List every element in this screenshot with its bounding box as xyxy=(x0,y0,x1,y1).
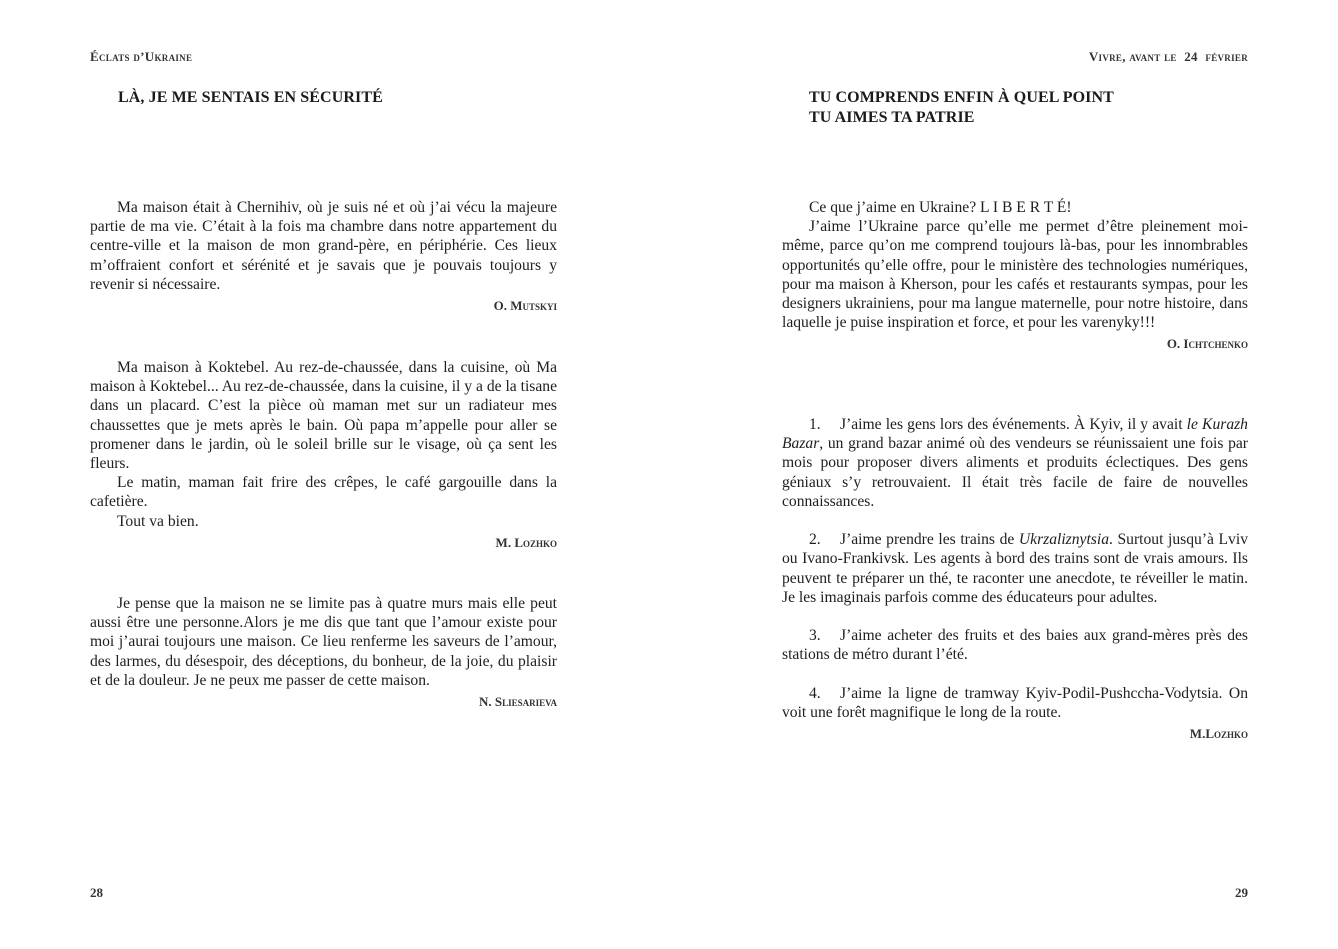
list-text: J’aime les gens lors des événements. À Kyiv, il y avait xyxy=(840,416,1187,433)
list-item xyxy=(782,530,1248,607)
author-signature: M.Lozhko xyxy=(1189,726,1248,742)
title-line-2: TU AIMES TA PATRIE xyxy=(809,108,975,126)
list-text: J’aime la ligne de tramway Kyiv-Podil-Pushccha-Vodytsia. On voit une forêt magnifique le long de la route. xyxy=(782,684,1248,721)
list-italic: Ukrzaliznytsia xyxy=(1018,531,1109,549)
right-page xyxy=(782,0,1248,949)
testimony-paragraph: Le matin, maman fait frire des crêpes, le café gargouille dans la cafetière. xyxy=(90,474,557,511)
list-number: 3. xyxy=(809,627,821,645)
testimony-paragraph: J’aime l’Ukraine parce qu’elle me permet d’être pleinement moi-même, parce qu’on me comprend toujours là-bas, pour les innombrables opportunités qu’elle offre, pour le ministère des technologies numériques, pour ma maison à Kherson, pour les cafés et restaurants sympas, pour les designers ukrainiens, pour ma langue maternelle, pour notre histoire, dans laquelle je puise inspiration et force, et pour les varenyky!!! xyxy=(782,218,1248,332)
page-number-right: 29 xyxy=(1235,885,1248,900)
running-head-left: Éclats d’Ukraine xyxy=(90,49,193,64)
testimony-lozhko-list xyxy=(782,415,1248,742)
list-number: 2. xyxy=(809,531,821,549)
list-item xyxy=(782,415,1248,511)
list-text: , un grand bazar animé où des vendeurs se réunissaient une fois par mois pour proposer divers aliments et produits éclectiques. Des gens géniaux s’y retrouvaient. Il était très facile de faire de nouvelles connaissances. xyxy=(782,435,1248,510)
list-text: J’aime acheter des fruits et des baies aux grand-mères près des stations de métro durant l’été. xyxy=(782,627,1248,664)
running-head-day: 24 xyxy=(1184,49,1198,64)
author-signature: N. Sliesarieva xyxy=(479,694,557,710)
liberte-word: L I B E R T É! xyxy=(980,199,1072,216)
running-head-right xyxy=(1089,49,1248,65)
testimony-paragraph: Ma maison était à Chernihiv, où je suis né et où j’ai vécu la majeure partie de ma vie. C’était à la fois ma chambre dans notre appartement du centre-ville et la maison de mon grand-père, en périphérie. Ces lieux m’offraient confort et sérénité et je savais que je pouvais toujours y revenir si nécessaire. xyxy=(90,199,557,293)
list-number: 1. xyxy=(809,416,821,433)
testimony-paragraph: Tout va bien. xyxy=(117,512,199,530)
testimony-paragraph: Je pense que la maison ne se limite pas à quatre murs mais elle peut aussi être une personne.Alors je me dis que tant que l’amour existe pour moi j’aurai toujours une maison. Ce lieu renferme les saveurs de l’amour, des larmes, du désespoir, des déceptions, du bonheur, de la joie, du plaisir et de la douleur. Je ne peux me passer de cette maison. xyxy=(90,595,557,689)
list-text: J’aime prendre les trains de xyxy=(840,531,1019,549)
intro-text: Ce que j’aime en Ukraine? xyxy=(809,199,981,216)
testimony-intro xyxy=(782,198,1248,217)
testimony-ichtchenko xyxy=(782,198,1248,352)
running-head-suffix: février xyxy=(1201,49,1248,64)
author-signature: M. Lozhko xyxy=(495,534,557,550)
testimony-mutskyi xyxy=(90,198,557,314)
list-number: 4. xyxy=(809,684,821,702)
left-page-title: LÀ, JE ME SENTAIS EN SÉCURITÉ xyxy=(118,89,383,106)
testimony-paragraph: Ma maison à Koktebel. Au rez-de-chaussée, dans la cuisine, où Ma maison à Koktebel... Au rez-de-chaussée, dans la cuisine, il y a de la tisane dans un placard. C’est la pièce où maman met sur un radiateur mes chaussettes que je mets après le bain. Où papa m’appelle pour aller se promener dans le jardin, où le soleil brille sur le visage, où ça sent les fleurs. xyxy=(90,359,557,473)
list-item xyxy=(782,684,1248,722)
list-text: . Surtout jusqu’à Lviv ou Ivano-Frankivsk. Les agents à bord des trains sont de vrais amours. Ils peuvent te préparer un thé, te raconter une anecdote, te réveiller le matin. Je les imaginais parfois comme des éducateurs pour adultes. xyxy=(782,531,1248,606)
right-page-title xyxy=(809,88,1114,127)
running-head-prefix: Vivre, avant le xyxy=(1088,49,1181,64)
author-signature: O. Mutskyi xyxy=(493,298,557,314)
list-italic: le Kurazh Bazar xyxy=(782,416,1248,453)
testimony-lozhko xyxy=(90,358,557,551)
list-item xyxy=(782,626,1248,664)
testimony-sliesarieva xyxy=(90,594,557,710)
author-signature: O. Ichtchenko xyxy=(1166,336,1248,352)
page-number-left: 28 xyxy=(90,885,103,900)
left-page xyxy=(90,0,557,949)
title-line-1: TU COMPRENDS ENFIN À QUEL POINT xyxy=(809,89,1114,106)
